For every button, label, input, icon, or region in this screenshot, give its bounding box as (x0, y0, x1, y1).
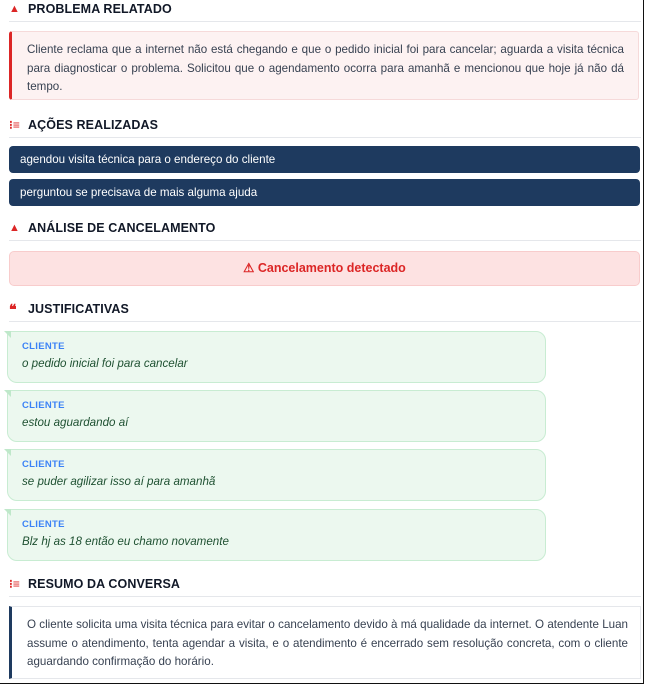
justification-bubble (7, 390, 546, 442)
problem-section-title: PROBLEMA RELATADO (28, 2, 172, 16)
section-divider (9, 596, 641, 597)
section-divider (9, 321, 641, 322)
actions-section-title: AÇÕES REALIZADAS (28, 118, 159, 132)
list-icon: ⁝≡ (9, 577, 21, 591)
action-item: perguntou se precisava de mais alguma ajuda (9, 179, 640, 206)
justification-bubble (7, 509, 546, 561)
summary-section-header (9, 575, 641, 593)
section-divider (9, 21, 641, 22)
justification-text: Blz hj as 18 então eu chamo novamente (22, 535, 229, 548)
justifications-section-header (9, 300, 641, 318)
actions-section-header (9, 116, 641, 134)
quote-icon: ❝ (9, 301, 17, 317)
speaker-label: CLIENTE (22, 341, 65, 352)
problem-section-header (9, 0, 641, 18)
justifications-section-title: JUSTIFICATIVAS (28, 302, 129, 316)
warning-icon: ▲ (9, 222, 20, 234)
action-item: agendou visita técnica para o endereço do cliente (9, 146, 640, 173)
warning-icon: ▲ (9, 3, 20, 15)
summary-section-title: RESUMO DA CONVERSA (28, 577, 181, 591)
justification-bubble (7, 331, 546, 383)
cancellation-section-header (9, 219, 641, 237)
justification-bubble (7, 449, 546, 501)
bubble-tail (4, 509, 11, 516)
section-divider (9, 240, 641, 241)
justification-text: estou aguardando aí (22, 416, 129, 429)
conversation-summary: O cliente solicita uma visita técnica para evitar o cancelamento devido à má qualidade da internet. O atendente Luan assume o atendimento, tenta agendar a visita, e o atendimento é encerrado sem resolução concreta, com o cliente aguardando confirmação do horário. (9, 606, 641, 679)
cancellation-status-badge: ⚠ Cancelamento detectado (9, 251, 640, 286)
speaker-label: CLIENTE (22, 459, 65, 470)
bubble-tail (4, 449, 11, 456)
justification-text: se puder agilizar isso aí para amanhã (22, 475, 216, 488)
justification-text: o pedido inicial foi para cancelar (22, 357, 188, 370)
section-divider (9, 137, 641, 138)
list-icon: ⁝≡ (9, 118, 21, 132)
speaker-label: CLIENTE (22, 400, 65, 411)
bubble-tail (4, 331, 11, 338)
speaker-label: CLIENTE (22, 519, 65, 530)
bubble-tail (4, 390, 11, 397)
cancellation-section-title: ANÁLISE DE CANCELAMENTO (28, 221, 216, 235)
problem-description: Cliente reclama que a internet não está chegando e que o pedido inicial foi para cancelar; aguarda a visita técnica para diagnosticar o problema. Solicitou que o agendamento ocorra para amanhã e mencionou que hoje já não dá tempo. (9, 31, 639, 100)
